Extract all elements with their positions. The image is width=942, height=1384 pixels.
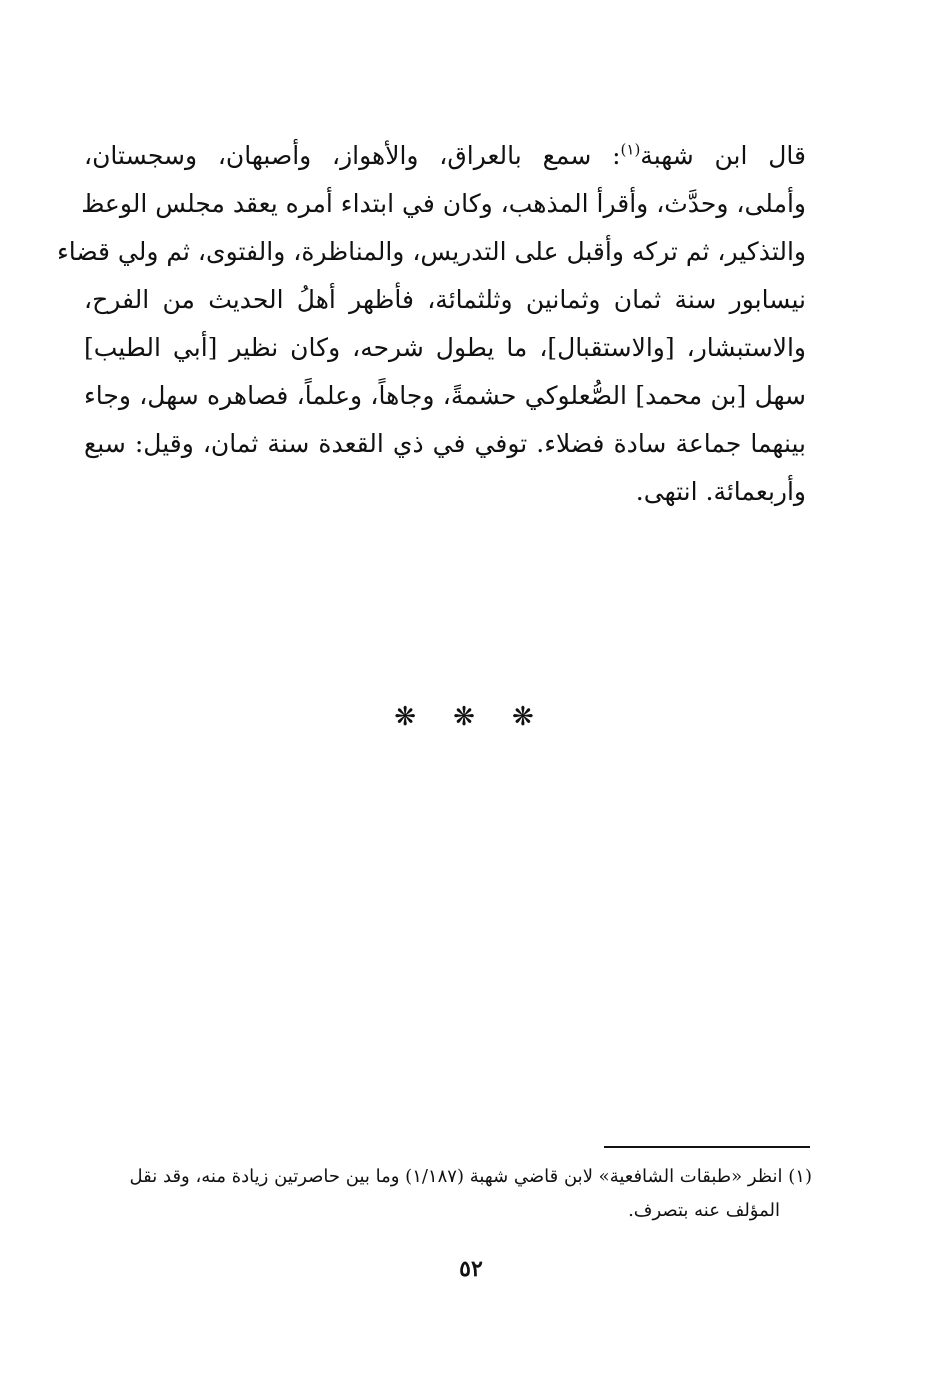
text-line-3: والتذكير، ثم تركه وأقبل على التدريس، والمناظرة، والفتوى، ثم ولي قضاء [56, 237, 806, 266]
text-line-6: سهل [بن محمد] الصُّعلوكي حشمةً، وجاهاً، وعلماً، فصاهره سهل، وجاء [84, 381, 806, 410]
footnote-line-2: المؤلف عنه بتصرف. [628, 1200, 780, 1221]
text-line-1-end: : سمع بالعراق، والأهواز، وأصبهان، وسجستان، [84, 141, 621, 170]
page-number: ٥٢ [459, 1256, 483, 1282]
main-text [56, 132, 806, 516]
footnote [90, 1160, 812, 1228]
text-line-8: وأربعمائة. انتهى. [635, 477, 806, 506]
text-line-4: نيسابور سنة ثمان وثمانين وثلثمائة، فأظهر أهلُ الحديث من الفرح، [84, 285, 806, 314]
text-line-5: والاستبشار، [والاستقبال]، ما يطول شرحه، وكان نظير [أبي الطيب] [84, 333, 806, 362]
footnote-line-1: (١) انظر «طبقات الشافعية» لابن قاضي شهبة (١/١٨٧) وما بين حاصرتين زيادة منه، وقد نقل [129, 1166, 812, 1187]
text-line-1 [84, 132, 806, 180]
footnote-separator [604, 1146, 810, 1148]
text-line-1-start: قال ابن شهبة [640, 141, 806, 170]
text-line-7: بينهما جماعة سادة فضلاء. توفي في ذي القعدة سنة ثمان، وقيل: سبع [84, 429, 806, 458]
text-line-2: وأملى، وحدَّث، وأقرأ المذهب، وكان في ابتداء أمره يعقد مجلس الوعظ [81, 189, 806, 218]
footnote-reference[interactable]: (١) [620, 140, 641, 159]
section-divider-ornament: ❋ ❋ ❋ [394, 702, 548, 732]
